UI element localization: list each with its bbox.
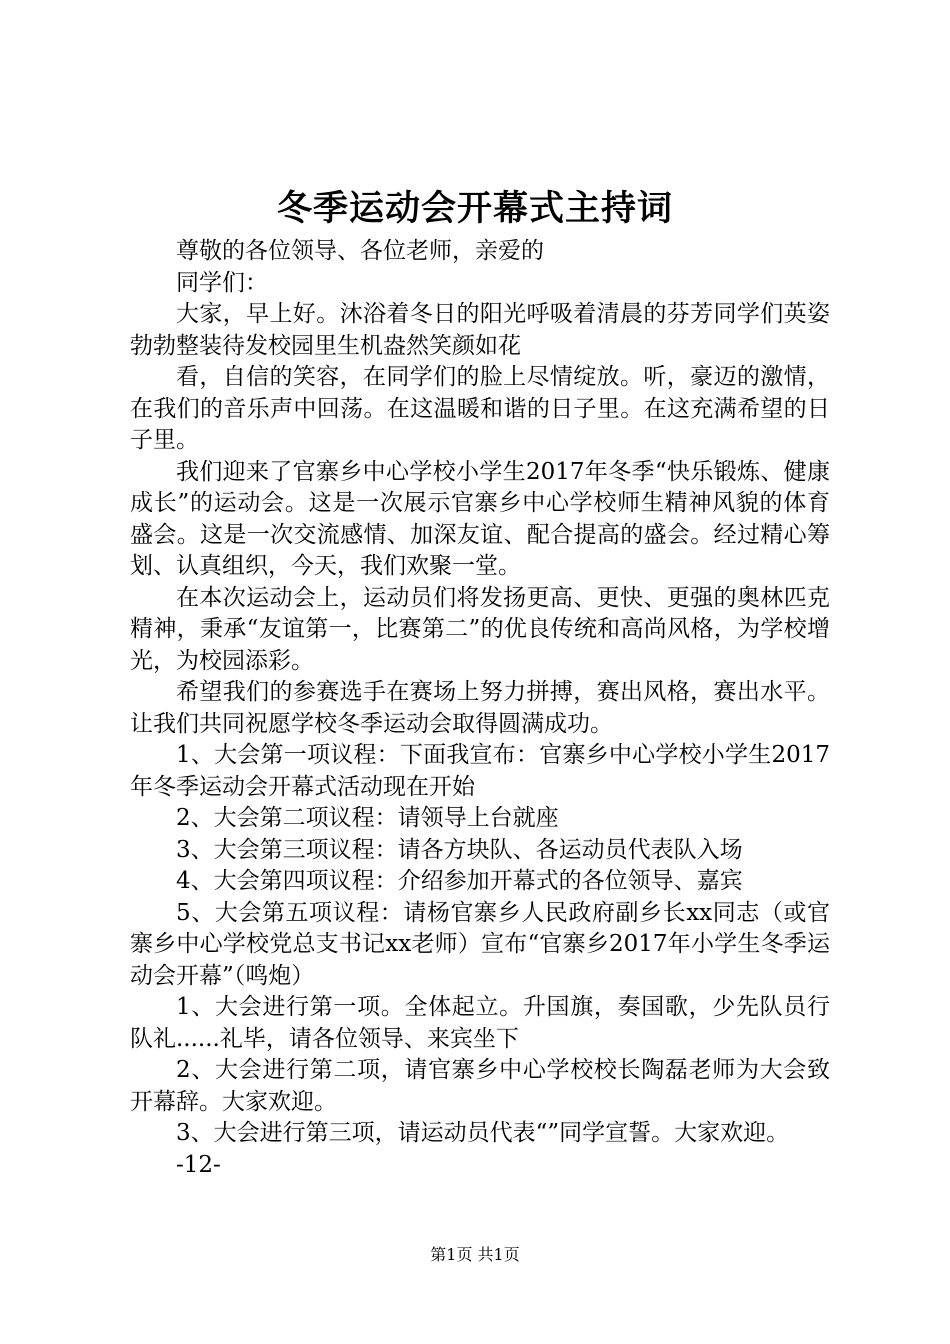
paragraph-olympic-spirit: 在本次运动会上，运动员们将发扬更高、更快、更强的奥林匹克精神，秉承“友谊第一，比赛第二”的优良传统和高尚风格，为学校增光，为校园添彩。 — [130, 584, 830, 674]
proceeding-item-2: 2、大会进行第二项，请官寨乡中心学校校长陶磊老师为大会致开幕辞。大家欢迎。 — [130, 1057, 830, 1115]
paragraph-greeting-1: 尊敬的各位领导、各位老师，亲爱的 — [176, 238, 544, 264]
proceeding-item-1: 1、大会进行第一项。全体起立。升国旗，奏国歌，少先队员行队礼......礼毕，请各位领导、来宾坐下 — [130, 994, 830, 1052]
paragraph-event-intro: 我们迎来了官寨乡中心学校小学生2017年冬季“快乐锻炼、健康成长”的运动会。这是一次展示官寨乡中心学校师生精神风貌的体育盛会。这是一次交流感情、加深友谊、配合提高的盛会。经过精心筹划、认真组织，今天，我们欢聚一堂。 — [130, 458, 830, 579]
agenda-item-4: 4、大会第四项议程：介绍参加开幕式的各位领导、嘉宾 — [176, 868, 743, 894]
paragraph-smiles: 看，自信的笑容，在同学们的脸上尽情绽放。听，豪迈的激情，在我们的音乐声中回荡。在这温暖和谐的日子里。在这充满希望的日子里。 — [130, 364, 830, 453]
paragraph-greeting-2: 同学们： — [176, 269, 268, 296]
agenda-item-1: 1、大会第一项议程：下面我宣布：官寨乡中心学校小学生2017年冬季运动会开幕式活动现在开始 — [130, 742, 830, 800]
document-body — [130, 236, 830, 1181]
agenda-item-3: 3、大会第三项议程：请各方块队、各运动员代表队入场 — [176, 836, 743, 863]
document-title: 冬季运动会开幕式主持词 — [276, 188, 673, 229]
paragraph-wishes: 希望我们的参赛选手在赛场上努力拼搏，赛出风格，赛出水平。让我们共同祝愿学校冬季运动会取得圆满成功。 — [130, 679, 830, 737]
inline-page-marker: -12- — [176, 1151, 221, 1178]
agenda-item-2: 2、大会第二项议程：请领导上台就座 — [176, 805, 559, 831]
proceeding-item-3: 3、大会进行第三项，请运动员代表“”同学宣誓。大家欢迎。 — [176, 1120, 790, 1146]
agenda-item-5: 5、大会第五项议程：请杨官寨乡人民政府副乡长xx同志（或官寨乡中心学校党总支书记xx老师）宣布“官寨乡2017年小学生冬季运动会开幕”（鸣炮） — [130, 899, 830, 989]
paragraph-morning: 大家，早上好。沐浴着冬日的阳光呼吸着清晨的芬芳同学们英姿勃勃整装待发校园里生机盎然笑颜如花 — [130, 301, 830, 359]
page-footer: 第1页 共1页 — [430, 1245, 520, 1264]
